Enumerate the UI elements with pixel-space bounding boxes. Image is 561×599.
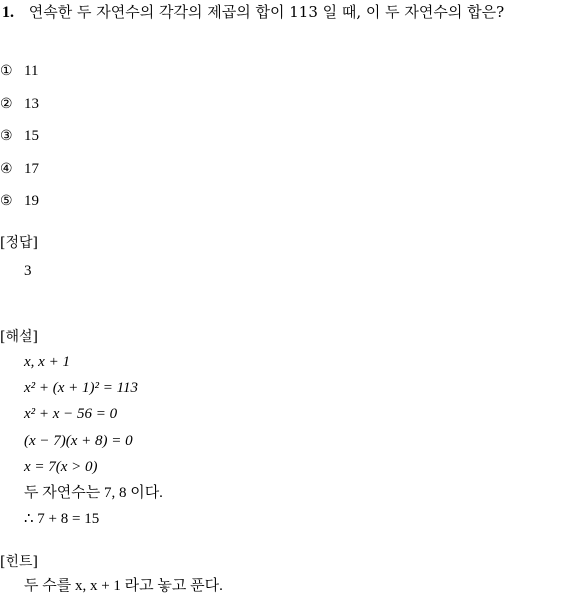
explanation-block <box>24 349 163 532</box>
explanation-line: ∴ 7 + 8 = 15 <box>24 511 100 528</box>
choice-value: 19 <box>24 193 39 209</box>
explanation-line: 두 자연수는 7, 8 이다. <box>24 485 163 502</box>
choice-value: 17 <box>24 160 39 177</box>
choice-marker: ④ <box>0 160 13 177</box>
explanation-line: x, x + 1 <box>24 354 70 370</box>
choice-value: 15 <box>24 128 39 144</box>
hint-text: 두 수를 x, x + 1 라고 놓고 푼다. <box>24 578 223 594</box>
choice-item-5[interactable] <box>0 190 39 223</box>
choice-marker: ② <box>0 95 13 112</box>
choice-item-2[interactable] <box>0 93 39 126</box>
answer-block <box>24 260 32 280</box>
hint-label: [힌트] <box>0 554 38 570</box>
choice-item-1[interactable] <box>0 60 39 93</box>
question-header <box>2 2 504 23</box>
explanation-line: x = 7(x > 0) <box>24 458 98 475</box>
choice-marker: ③ <box>0 128 13 144</box>
choice-marker: ⑤ <box>0 193 13 209</box>
question-text: 연속한 두 자연수의 각각의 제곱의 합이 113 일 때, 이 두 자연수의 합은? <box>28 3 505 21</box>
answer-label: [정답] <box>0 235 38 251</box>
explanation-label: [해설] <box>0 329 38 345</box>
choice-list <box>0 60 39 223</box>
choice-marker: ① <box>0 63 13 79</box>
choice-item-4[interactable] <box>0 158 39 191</box>
hint-block <box>24 576 223 596</box>
choice-item-3[interactable] <box>0 125 39 158</box>
explanation-line: x² + x − 56 = 0 <box>24 406 118 423</box>
choice-value: 11 <box>24 63 39 79</box>
explanation-line: x² + (x + 1)² = 113 <box>24 380 139 397</box>
choice-value: 13 <box>24 95 39 112</box>
question-number: 1. <box>2 4 14 21</box>
explanation-line: (x − 7)(x + 8) = 0 <box>24 432 133 449</box>
answer-value: 3 <box>24 263 32 279</box>
